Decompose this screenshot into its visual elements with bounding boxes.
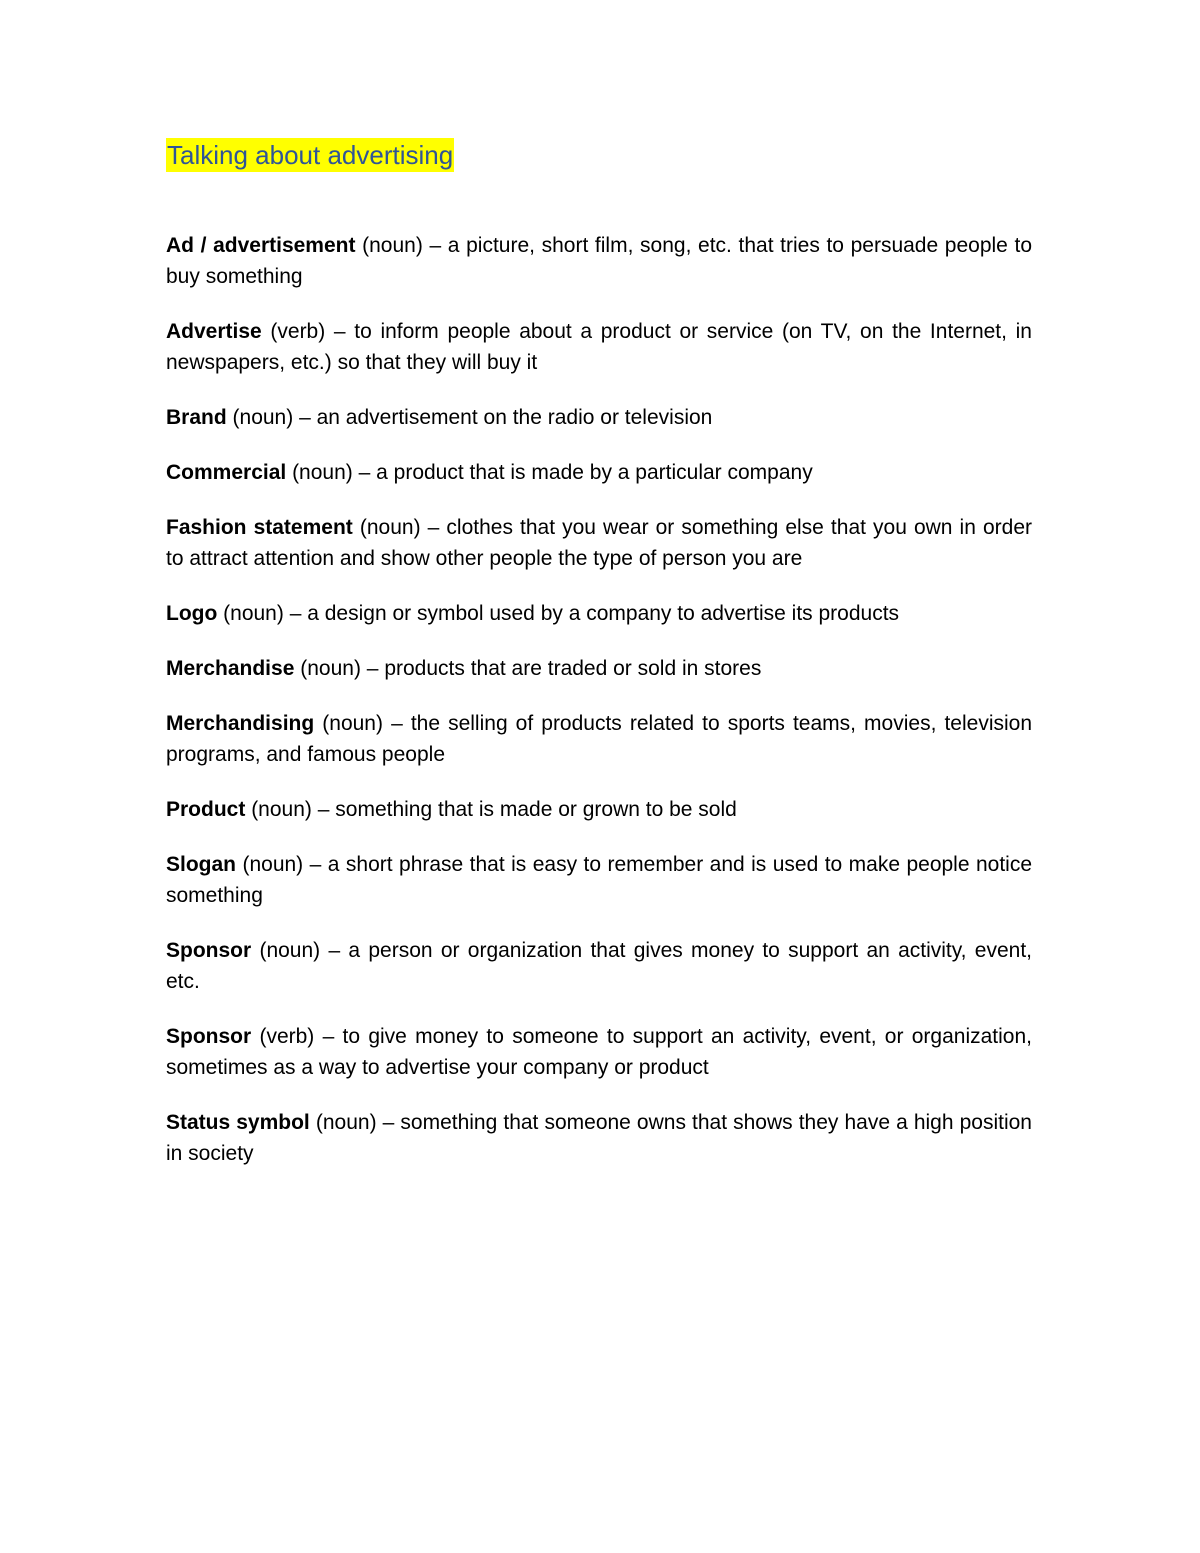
entry-part-of-speech: (noun)	[300, 657, 361, 680]
entry-part-of-speech: (verb)	[270, 320, 326, 343]
entry-term: Product	[166, 798, 246, 821]
vocab-entry	[166, 457, 1032, 488]
vocab-entry	[166, 653, 1032, 684]
entry-separator: –	[309, 853, 322, 876]
entry-definition: to give money to someone to support an activity, event, or organization, sometimes as a way to advertise your company or product	[166, 1025, 1032, 1079]
entry-definition: a short phrase that is easy to remember and is used to make people notice something	[166, 853, 1033, 907]
vocab-entry	[166, 512, 1032, 574]
entry-part-of-speech: (noun)	[232, 406, 294, 429]
entry-term: Status symbol	[166, 1111, 310, 1134]
entry-definition: a product that is made by a particular company	[376, 461, 813, 484]
vocab-entry	[166, 316, 1032, 378]
vocab-entry	[166, 1021, 1032, 1083]
entry-term: Sponsor	[166, 939, 252, 962]
entry-separator: –	[391, 712, 403, 735]
entry-term: Merchandising	[166, 712, 315, 735]
document-content	[166, 138, 1032, 1193]
entry-separator: –	[299, 406, 311, 429]
entry-definition: a design or symbol used by a company to advertise its products	[307, 602, 900, 625]
vocab-entry	[166, 230, 1032, 292]
entry-part-of-speech: (noun)	[359, 516, 421, 539]
entry-term: Slogan	[166, 853, 237, 876]
entry-definition: a person or organization that gives money to support an activity, event, etc.	[166, 939, 1032, 993]
entry-definition: clothes that you wear or something else that you own in order to attract attention and show other people the type of person you are	[166, 516, 1032, 570]
vocab-entry	[166, 598, 1032, 629]
entry-separator: –	[317, 798, 330, 821]
entry-separator: –	[429, 234, 442, 257]
entry-definition: the selling of products related to sports teams, movies, television programs, and famous people	[166, 712, 1033, 766]
entry-separator: –	[366, 657, 379, 680]
vocab-entry	[166, 935, 1032, 997]
title-block	[166, 138, 1032, 174]
entry-definition: something that is made or grown to be sold	[335, 798, 737, 821]
vocab-entry	[166, 402, 1032, 433]
entry-part-of-speech: (noun)	[362, 234, 423, 257]
entry-definition: an advertisement on the radio or television	[316, 406, 713, 429]
entry-part-of-speech: (noun)	[259, 939, 321, 962]
vocab-entry	[166, 1107, 1032, 1169]
vocab-entry	[166, 708, 1032, 770]
entry-separator: –	[322, 1025, 335, 1048]
entry-part-of-speech: (noun)	[315, 1111, 377, 1134]
entry-definition: something that someone owns that shows they have a high position in society	[166, 1111, 1032, 1165]
entry-term: Logo	[166, 602, 218, 625]
vocab-entry	[166, 849, 1032, 911]
vocab-entry	[166, 794, 1032, 825]
entry-term: Brand	[166, 406, 227, 429]
entry-term: Fashion statement	[166, 516, 353, 539]
entry-separator: –	[382, 1111, 395, 1134]
entry-separator: –	[427, 516, 440, 539]
entry-definition: products that are traded or sold in stores	[384, 657, 762, 680]
entry-part-of-speech: (noun)	[251, 798, 312, 821]
entry-part-of-speech: (noun)	[242, 853, 304, 876]
entry-term: Sponsor	[166, 1025, 252, 1048]
entry-separator: –	[358, 461, 371, 484]
entry-part-of-speech: (noun)	[322, 712, 383, 735]
entry-separator: –	[328, 939, 341, 962]
entry-term: Commercial	[166, 461, 287, 484]
entry-definition: a picture, short film, song, etc. that tries to persuade people to buy something	[166, 234, 1032, 288]
entry-term: Merchandise	[166, 657, 295, 680]
entry-part-of-speech: (verb)	[259, 1025, 315, 1048]
entry-part-of-speech: (noun)	[223, 602, 284, 625]
page-title: Talking about advertising	[167, 140, 454, 170]
entry-definition: to inform people about a product or service (on TV, on the Internet, in newspapers, etc.) so that they will buy it	[166, 320, 1032, 374]
entry-term: Advertise	[166, 320, 262, 343]
entry-term: Ad / advertisement	[166, 234, 356, 257]
entry-part-of-speech: (noun)	[292, 461, 353, 484]
entry-separator: –	[289, 602, 302, 625]
entry-separator: –	[333, 320, 346, 343]
